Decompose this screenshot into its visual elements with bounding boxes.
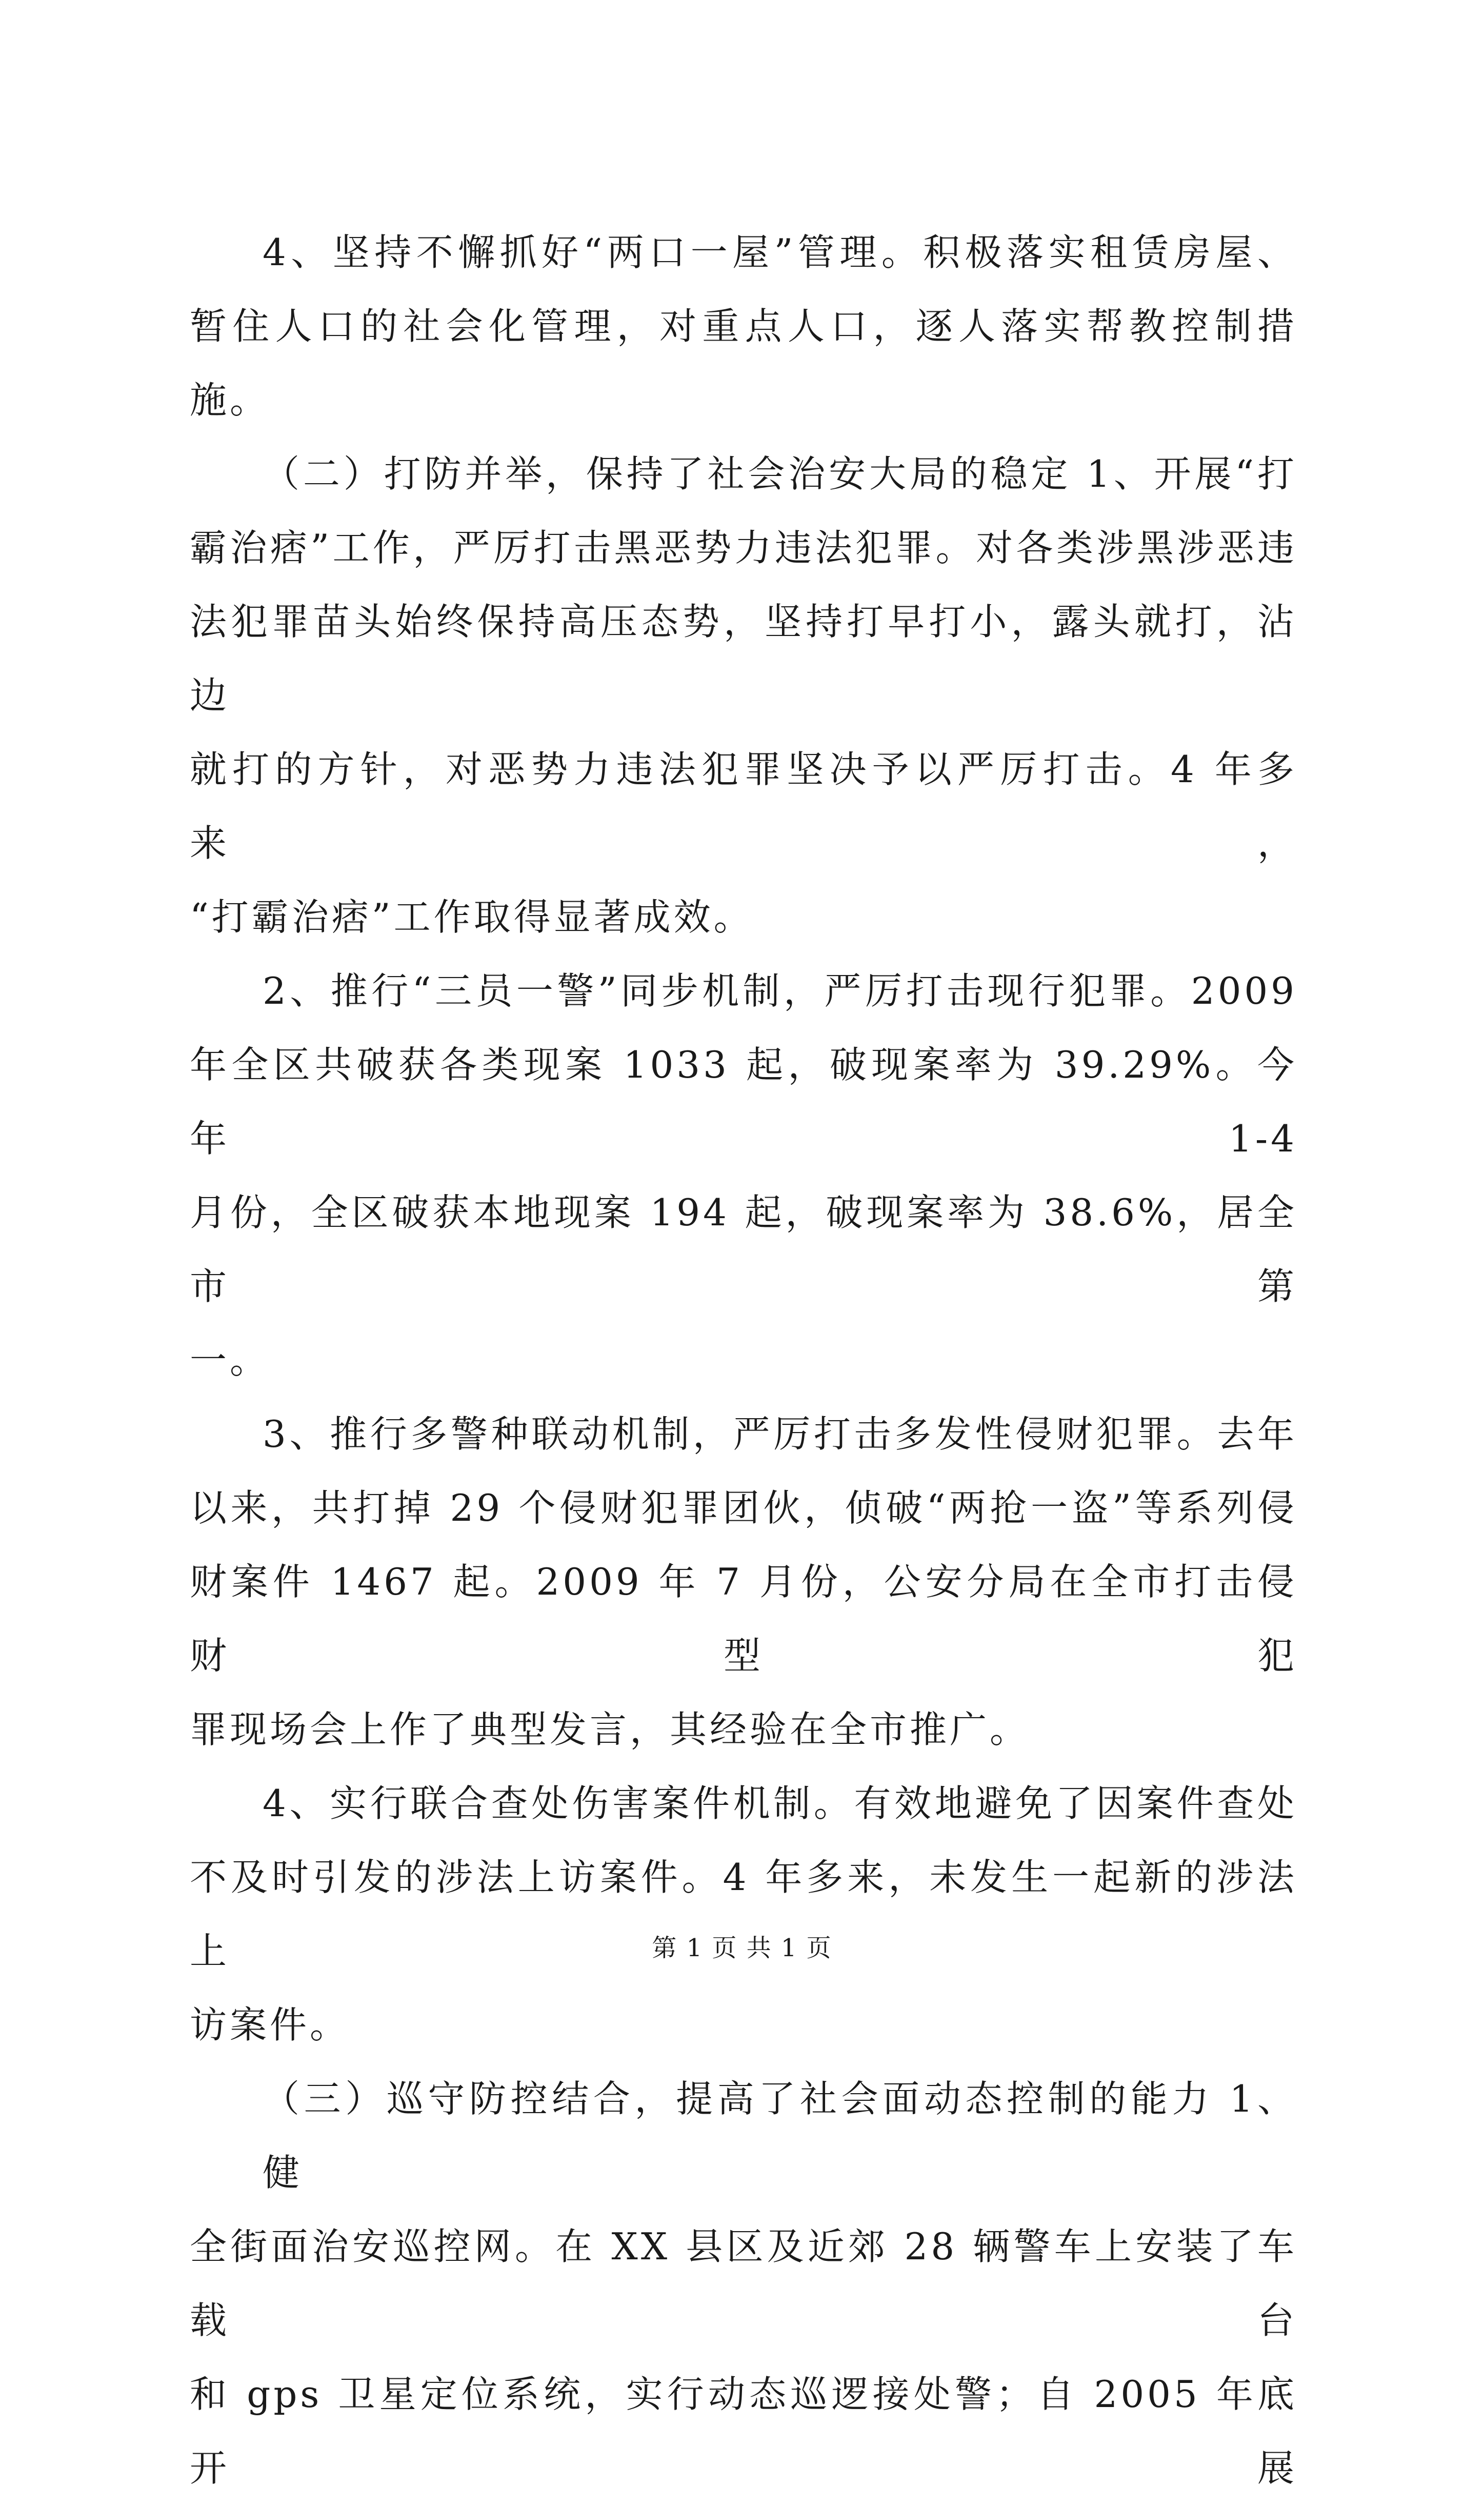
text-line: 财案件 1467 起。2009 年 7 月份，公安分局在全市打击侵财型犯: [190, 1560, 1297, 1677]
text-line: 以来，共打掉 29 个侵财犯罪团伙，侦破“两抢一盗”等系列侵: [190, 1486, 1297, 1529]
text-line: 全街面治安巡控网。在 XX 县区及近郊 28 辆警车上安装了车载台: [190, 2225, 1297, 2342]
text-line: 罪现场会上作了典型发言，其经验在全市推广。: [190, 1708, 1030, 1751]
paragraph-4-joint-investigation: [190, 1766, 1297, 2062]
text-line: 霸治痞”工作，严厉打击黑恶势力违法犯罪。对各类涉黑涉恶违: [190, 526, 1297, 569]
text-line: 年全区共破获各类现案 1033 起，破现案率为 39.29%。今年 1-4: [190, 1043, 1297, 1160]
text-line: 4、坚持不懈抓好“两口一屋”管理。积极落实租赁房屋、: [263, 231, 1297, 274]
text-line: 就打的方针，对恶势力违法犯罪坚决予以严厉打击。4 年多来，: [190, 748, 1297, 865]
text-line: 月份，全区破获本地现案 194 起，破现案率为 38.6%，居全市第: [190, 1191, 1297, 1308]
paragraph-section-3-patrol-control: [190, 2062, 1297, 2505]
text-line: （三）巡守防控结合，提高了社会面动态控制的能力 1、健: [263, 2077, 1297, 2194]
paragraph-section-2-crackdown: [190, 437, 1297, 954]
text-line: 2、推行“三员一警”同步机制，严厉打击现行犯罪。2009: [263, 969, 1297, 1012]
text-line: 法犯罪苗头始终保持高压态势，坚持打早打小，露头就打，沾边: [190, 600, 1297, 717]
text-line: 和 gps 卫星定位系统，实行动态巡逻接处警；自 2005 年底开展: [190, 2373, 1297, 2490]
text-line: 不及时引发的涉法上访案件。4 年多来，未发生一起新的涉法上: [190, 1856, 1297, 1973]
text-line: 一。: [190, 1339, 270, 1382]
paragraph-2-three-members-one-police: [190, 954, 1297, 1397]
text-line: 暂住人口的社会化管理，对重点人口，逐人落实帮教控制措施。: [190, 305, 1297, 422]
page-number-footer: 第 1 页 共 1 页: [652, 1934, 832, 1962]
text-line: 3、推行多警种联动机制，严厉打击多发性侵财犯罪。去年: [263, 1413, 1297, 1456]
text-line: “打霸治痞”工作取得显著成效。: [190, 896, 754, 939]
paragraph-4-two-mouths-one-house: [190, 215, 1297, 437]
paragraph-3-multi-police-linkage: [190, 1397, 1297, 1766]
document-body: [190, 215, 1297, 2505]
text-line: （二）打防并举，保持了社会治安大局的稳定 1、开展“打: [263, 452, 1297, 495]
text-line: 4、实行联合查处伤害案件机制。有效地避免了因案件查处: [263, 1782, 1297, 1825]
text-line: 访案件。: [190, 2003, 350, 2046]
